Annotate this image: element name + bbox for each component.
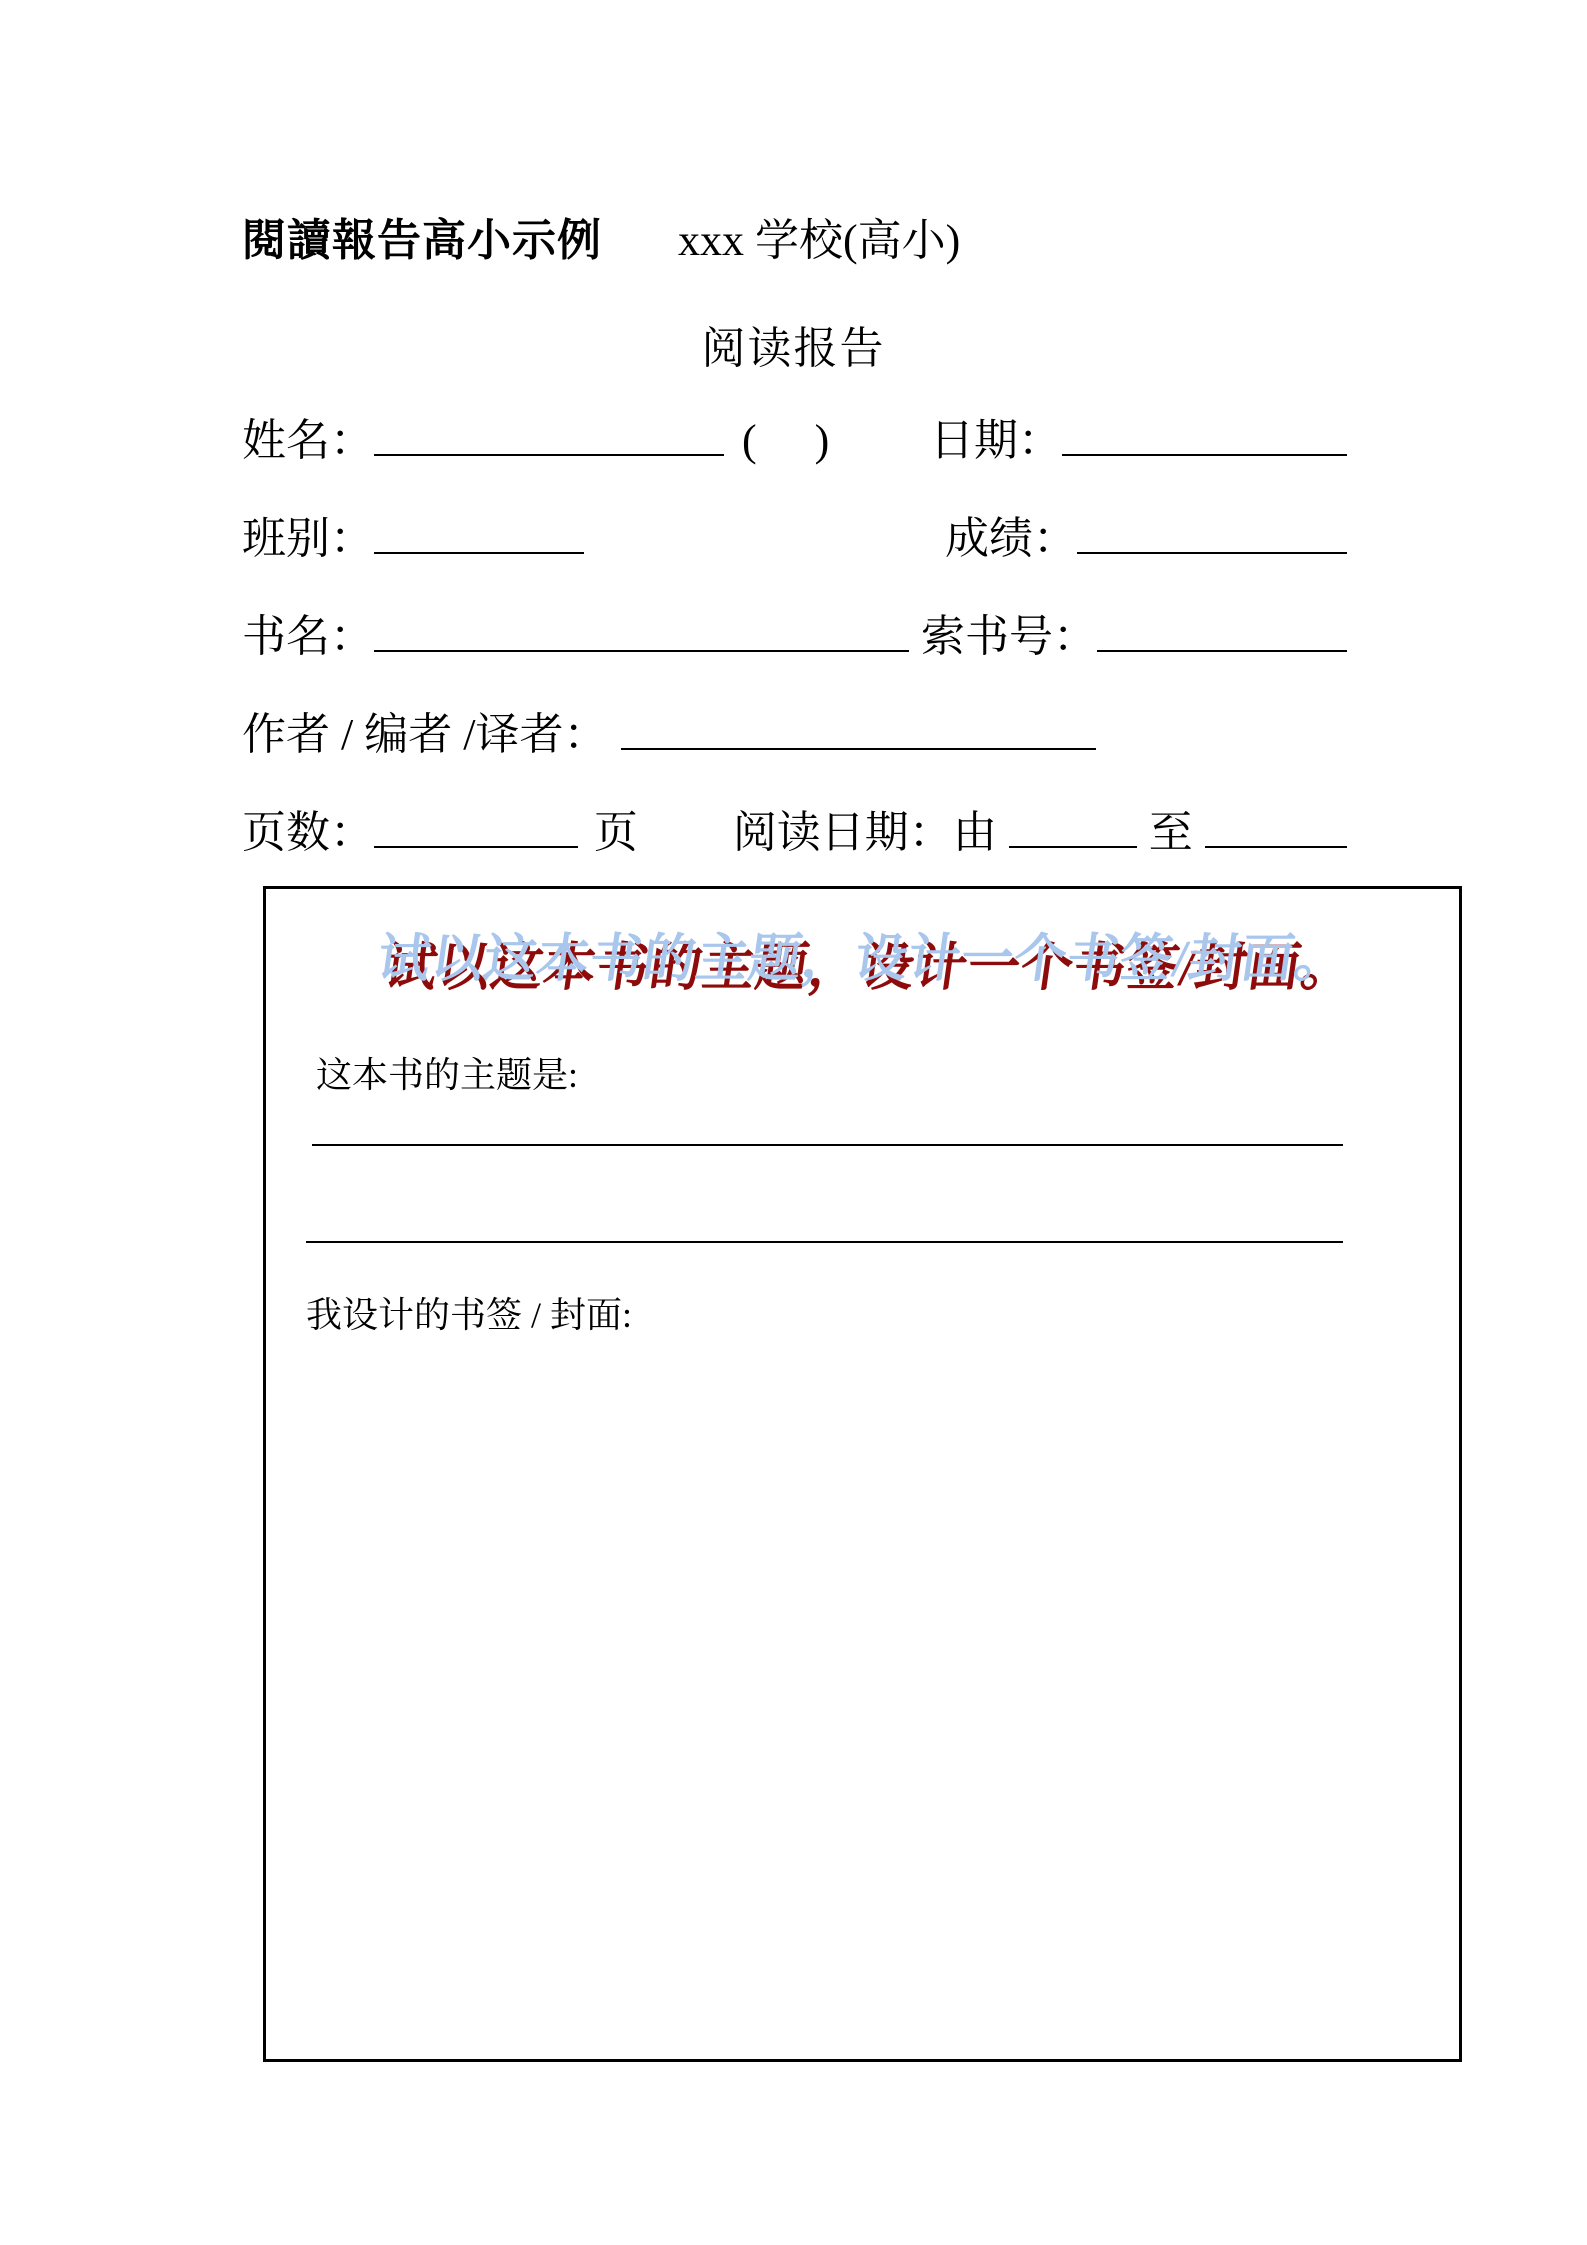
paren-open: ( (742, 416, 757, 465)
reading-period-label: 阅读日期： (732, 808, 953, 857)
from-date-line (1009, 846, 1137, 848)
name-field-line (374, 454, 724, 456)
score-label: 成绩： (945, 514, 1077, 563)
call-number-label: 索书号： (921, 612, 1097, 661)
form-row-class-score (242, 502, 1347, 563)
doc-type-label: 閱讀報告高小示例 (242, 216, 602, 265)
book-title-label: 书名： (242, 612, 374, 661)
date-field-line (1062, 454, 1347, 456)
theme-answer-line-2 (306, 1241, 1343, 1243)
school-name: xxx 学校(高小) (678, 216, 961, 265)
to-label: 至 (1148, 808, 1193, 857)
form-row-name-date (242, 404, 1347, 465)
theme-answer-line-1 (312, 1144, 1343, 1146)
page-title: 阅读报告 (701, 324, 886, 373)
class-field-line (374, 552, 584, 554)
design-prompt: 我设计的书签 / 封面: (306, 1295, 633, 1335)
call-number-field-line (1097, 650, 1347, 652)
score-field-line (1077, 552, 1347, 554)
class-label: 班别： (242, 514, 374, 563)
to-date-line (1205, 846, 1347, 848)
name-label: 姓名： (242, 416, 374, 465)
form-row-author (242, 698, 1347, 759)
author-label: 作者 / 编者 /译者： (242, 710, 608, 759)
wordart-banner (266, 929, 1459, 991)
pages-unit-label: 页 (593, 808, 638, 857)
book-title-field-line (374, 650, 909, 652)
form-row-pages-period (242, 796, 1347, 857)
date-label: 日期： (930, 416, 1062, 465)
paren-close: ) (814, 416, 830, 465)
from-label: 由 (952, 808, 997, 857)
theme-prompt: 这本书的主题是: (316, 1055, 579, 1095)
pages-label: 页数： (242, 808, 374, 857)
pages-field-line (374, 846, 578, 848)
form-row-book-callnumber (242, 600, 1347, 661)
wordart-banner-text: 试以这本书的主题，设计一个书签/封面。 (373, 931, 1352, 988)
author-field-line (621, 748, 1096, 750)
bookmark-design-box (263, 886, 1462, 2062)
